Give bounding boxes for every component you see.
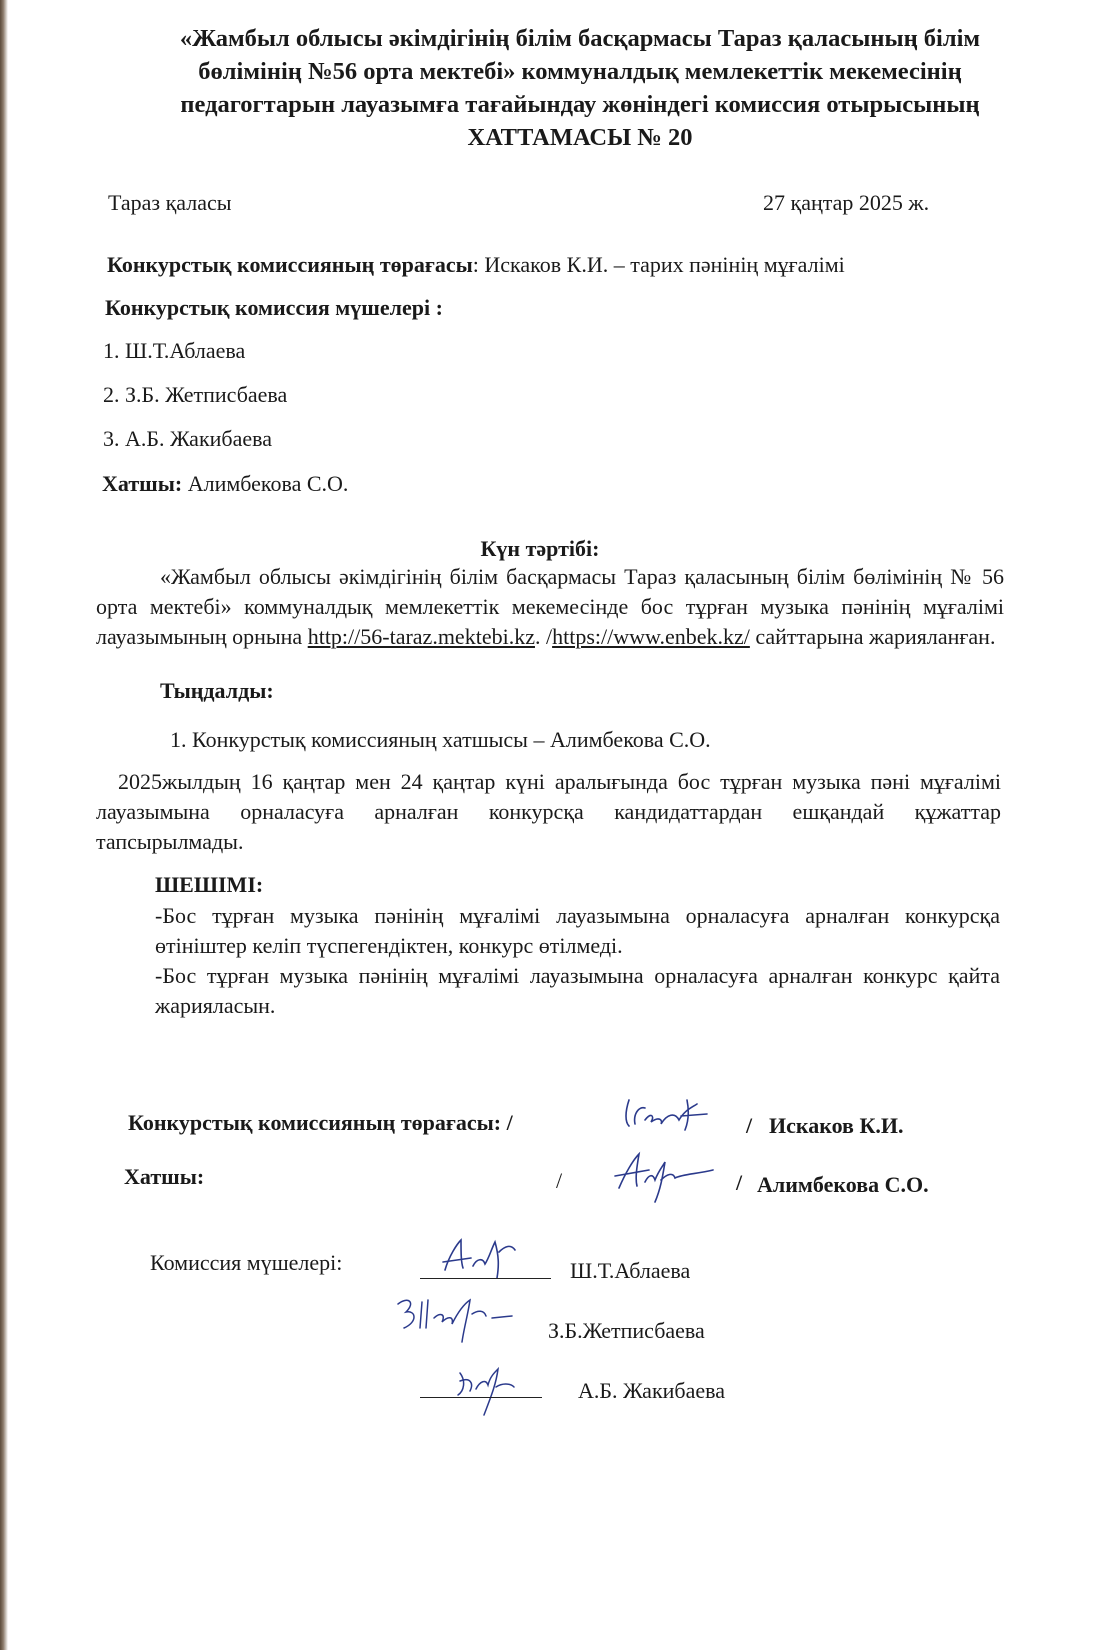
member-3-signature-icon <box>440 1355 540 1420</box>
title-line-2: бөлімінің №56 орта мектебі» коммуналдық мемлекеттік мекемесінің <box>198 58 962 85</box>
members-label: Конкурстық комиссия мүшелері : <box>105 295 443 320</box>
secretary-value: Алимбекова С.О. <box>182 471 349 496</box>
agenda-link-1[interactable]: http://56-taraz.mektebi.kz <box>307 624 535 649</box>
sign-members-label: Комиссия мүшелері: <box>150 1250 343 1275</box>
chair-signature-icon <box>615 1090 715 1135</box>
agenda-text-after: сайттарына жарияланған. <box>749 624 996 649</box>
member-3: 3. А.Б. Жакибаева <box>103 426 272 451</box>
chair-label: Конкурстық комиссияның төрағасы <box>107 252 473 277</box>
member-2-signature-icon <box>388 1282 528 1354</box>
heard-heading: Тыңдалды: <box>160 678 274 703</box>
sign-secretary-name: Алимбекова С.О. <box>757 1172 929 1197</box>
agenda-link-2[interactable]: https://www.enbek.kz/ <box>552 624 750 649</box>
title-line-1: «Жамбыл облысы әкімдігінің білім басқармасы Тараз қаласының білім <box>179 25 981 52</box>
secretary-label: Хатшы: <box>102 471 183 496</box>
title-line-3: педагогтарын лауазымға тағайындау жөніндегі комиссия отырысының <box>180 91 980 118</box>
member-1-signature-icon <box>435 1222 555 1282</box>
scan-edge-shadow <box>0 0 8 1650</box>
date: 27 қаңтар 2025 ж. <box>763 190 930 215</box>
decision-item-2: -Бос тұрған музыка пәнінің мұғалімі лауазымына орналасуға арналған конкурс қайта жарияласын. <box>155 963 1000 1018</box>
secretary-signature-icon <box>605 1140 725 1208</box>
agenda-text-before: «Жамбыл облысы әкімдігінің білім басқармасы Тараз қаласының білім бөлімінің № 56 орта мектебі» коммуналдық мемлекеттік мекемесінде бос тұрған музыка пәнінің мұғалімі лауазымының орнына <box>96 564 1004 649</box>
decision-item-1: -Бос тұрған музыка пәнінің мұғалімі лауазымына орналасуға арналған конкурсқа өтініштер келіп түспегендіктен, конкурс өтілмеді. <box>155 903 1000 958</box>
sign-secretary-label: Хатшы: <box>124 1164 205 1189</box>
member-1: 1. Ш.Т.Аблаева <box>103 338 246 363</box>
agenda-heading: Күн тәртібі: <box>480 536 600 561</box>
place: Тараз қаласы <box>108 190 232 215</box>
member-1-sign-line <box>420 1278 551 1279</box>
secretary-line <box>102 471 348 497</box>
title-line-4: ХАТТАМАСЫ № 20 <box>467 124 693 151</box>
member-3-sign-line <box>420 1397 542 1398</box>
member-2: 2. З.Б. Жетписбаева <box>103 382 288 407</box>
sign-member-3-name: А.Б. Жакибаева <box>578 1378 725 1403</box>
heard-paragraph: 2025жылдың 16 қаңтар мен 24 қаңтар күні аралығында бос тұрған музыка пәні мұғалімі лауазымына орналасуға арналған конкурсқа кандидаттардан ешқандай құжаттар тапсырылмады. <box>96 769 1001 854</box>
agenda-link-sep: . / <box>534 624 553 649</box>
heard-item: 1. Конкурстық комиссияның хатшысы – Алимбекова С.О. <box>170 727 711 752</box>
chair-value: : Искаков К.И. – тарих пәнінің мұғалімі <box>472 252 845 277</box>
decision-heading: ШЕШІМІ: <box>155 872 264 897</box>
sign-chair-sep: / <box>746 1113 753 1138</box>
sign-member-1-name: Ш.Т.Аблаева <box>570 1258 691 1283</box>
document-title <box>120 22 1040 154</box>
sign-chair-name: Искаков К.И. <box>769 1113 904 1138</box>
sign-chair-label: Конкурстық комиссияның төрағасы: / <box>128 1110 513 1135</box>
sign-secretary-sep-1: / <box>556 1168 563 1193</box>
agenda-text <box>96 562 1004 652</box>
chair-line <box>107 252 845 278</box>
sign-member-2-name: З.Б.Жетписбаева <box>548 1318 705 1343</box>
sign-secretary-sep-2: / <box>736 1170 743 1195</box>
